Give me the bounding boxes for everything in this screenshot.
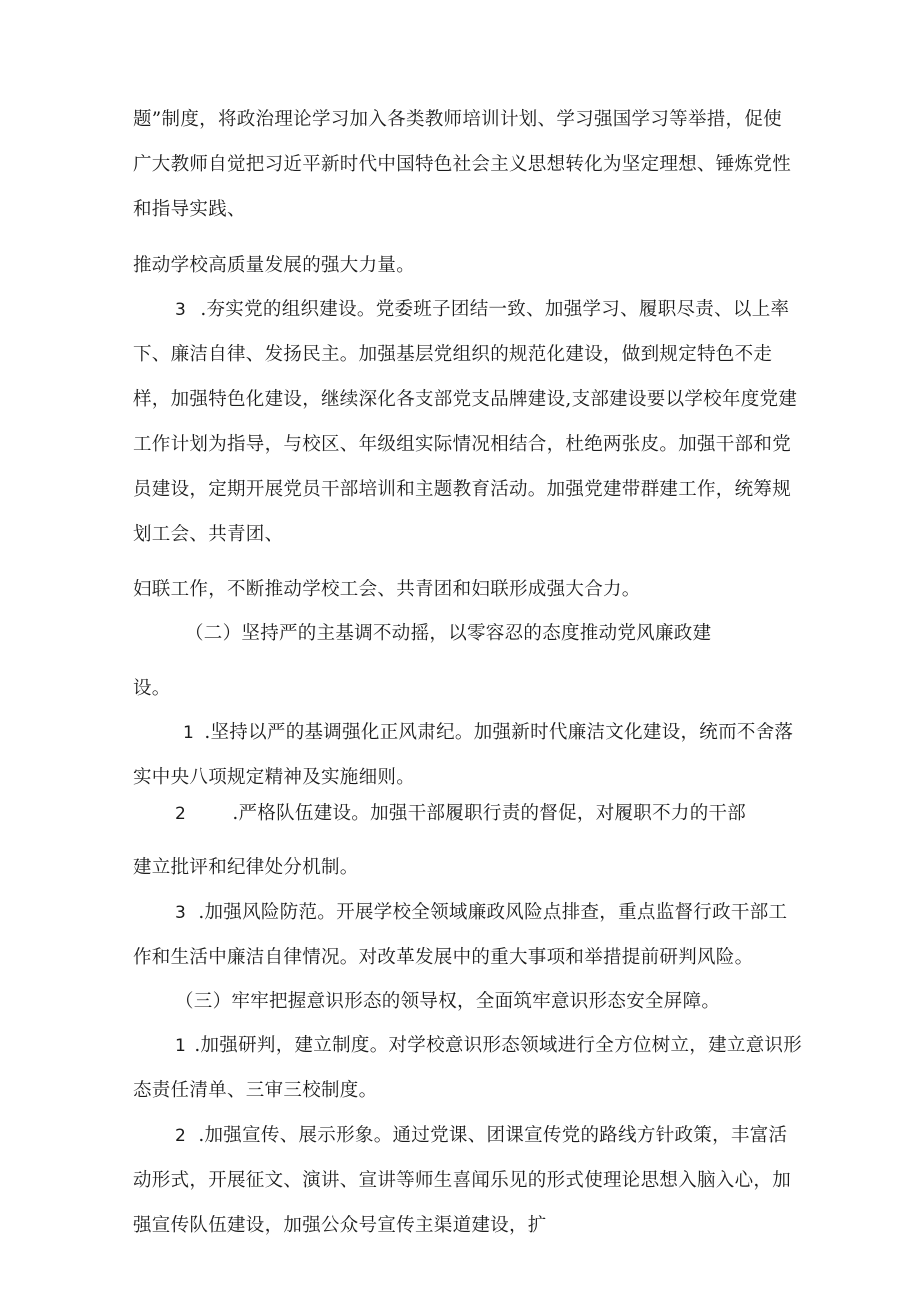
list-number: 1 [175,1036,187,1056]
list-number: 2 [175,1126,187,1146]
list-text: .夯实党的组织建设。党委班子团结一致、加强学习、履职尽责、以上率 [200,299,790,320]
section-heading: （三）牢牢把握意识形态的领导权，全面筑牢意识形态安全屏障。 [175,991,721,1012]
list-text: .加强风险防范。开展学校全领域廉政风险点排查，重点监督行政干部工 [198,902,788,923]
text-line: 作和生活中廉洁自律情况。对改革发展中的重大事项和举措提前研判风险。 [133,947,754,968]
list-item-line [175,1034,845,1058]
list-item-line [175,802,845,826]
list-text: .加强宣传、展示形象。通过党课、团课宣传党的路线方针政策，丰富活 [198,1125,788,1146]
text-line: 态责任清单、三审三校制度。 [133,1080,378,1101]
list-number: 3 [175,903,187,923]
text-line: 划工会、共青团、 [133,524,284,545]
text-line: 工作计划为指导，与校区、年级组实际情况相结合，杜绝两张皮。加强干部和党 [133,434,792,455]
text-line: 动形式，开展征文、演讲、宣讲等师生喜闻乐见的形式使理论思想入脑入心，加 [133,1170,792,1191]
list-number: 3 [175,300,187,320]
text-line: 题”制度，将政治理论学习加入各类教师培训计划、学习强国学习等举措，促使 [133,109,782,130]
text-line: 设。 [133,678,171,699]
list-item-line [175,901,845,925]
list-text: .坚持以严的基调强化正风肃纪。加强新时代廉洁文化建设，统而不舍落 [204,722,794,743]
text-line: 实中央八项规定精神及实施细则。 [133,767,416,788]
text-line: 推动学校高质量发展的强大力量。 [133,255,416,276]
text-line: 建立批评和纪律处分机制。 [133,857,359,878]
list-item-line [175,1124,845,1148]
text-line: 样，加强特色化建设，继续深化各支部党支品牌建设,支部建设要以学校年度党建 [133,389,798,410]
text-line: 妇联工作，不断推动学校工会、共青团和妇联形成强大合力。 [133,579,641,600]
text-line: 强宣传队伍建设，加强公众号宣传主渠道建设，扩 [133,1215,547,1236]
text-line: 员建设，定期开展党员干部培训和主题教育活动。加强党建带群建工作，统筹规 [133,479,792,500]
list-number: 2 [175,804,187,824]
section-heading: （二）坚持严的主基调不动摇，以零容忍的态度推动党风廉政建 [185,623,712,644]
text-line: 广大教师自觉把习近平新时代中国特色社会主义思想转化为坚定理想、锤炼党性 [133,154,792,175]
text-line: 下、廉洁自律、发扬民主。加强基层党组织的规范化建设，做到规定特色不走 [133,344,773,365]
list-item-line [175,298,845,322]
list-item-line [183,721,853,745]
list-number: 1 [183,723,195,743]
list-text: .加强研判，建立制度。对学校意识形态领域进行全方位树立，建立意识形 [194,1035,803,1056]
text-line: 和指导实践、 [133,199,246,220]
list-text: .严格队伍建设。加强干部履职行责的督促，对履职不力的干部 [232,803,747,824]
